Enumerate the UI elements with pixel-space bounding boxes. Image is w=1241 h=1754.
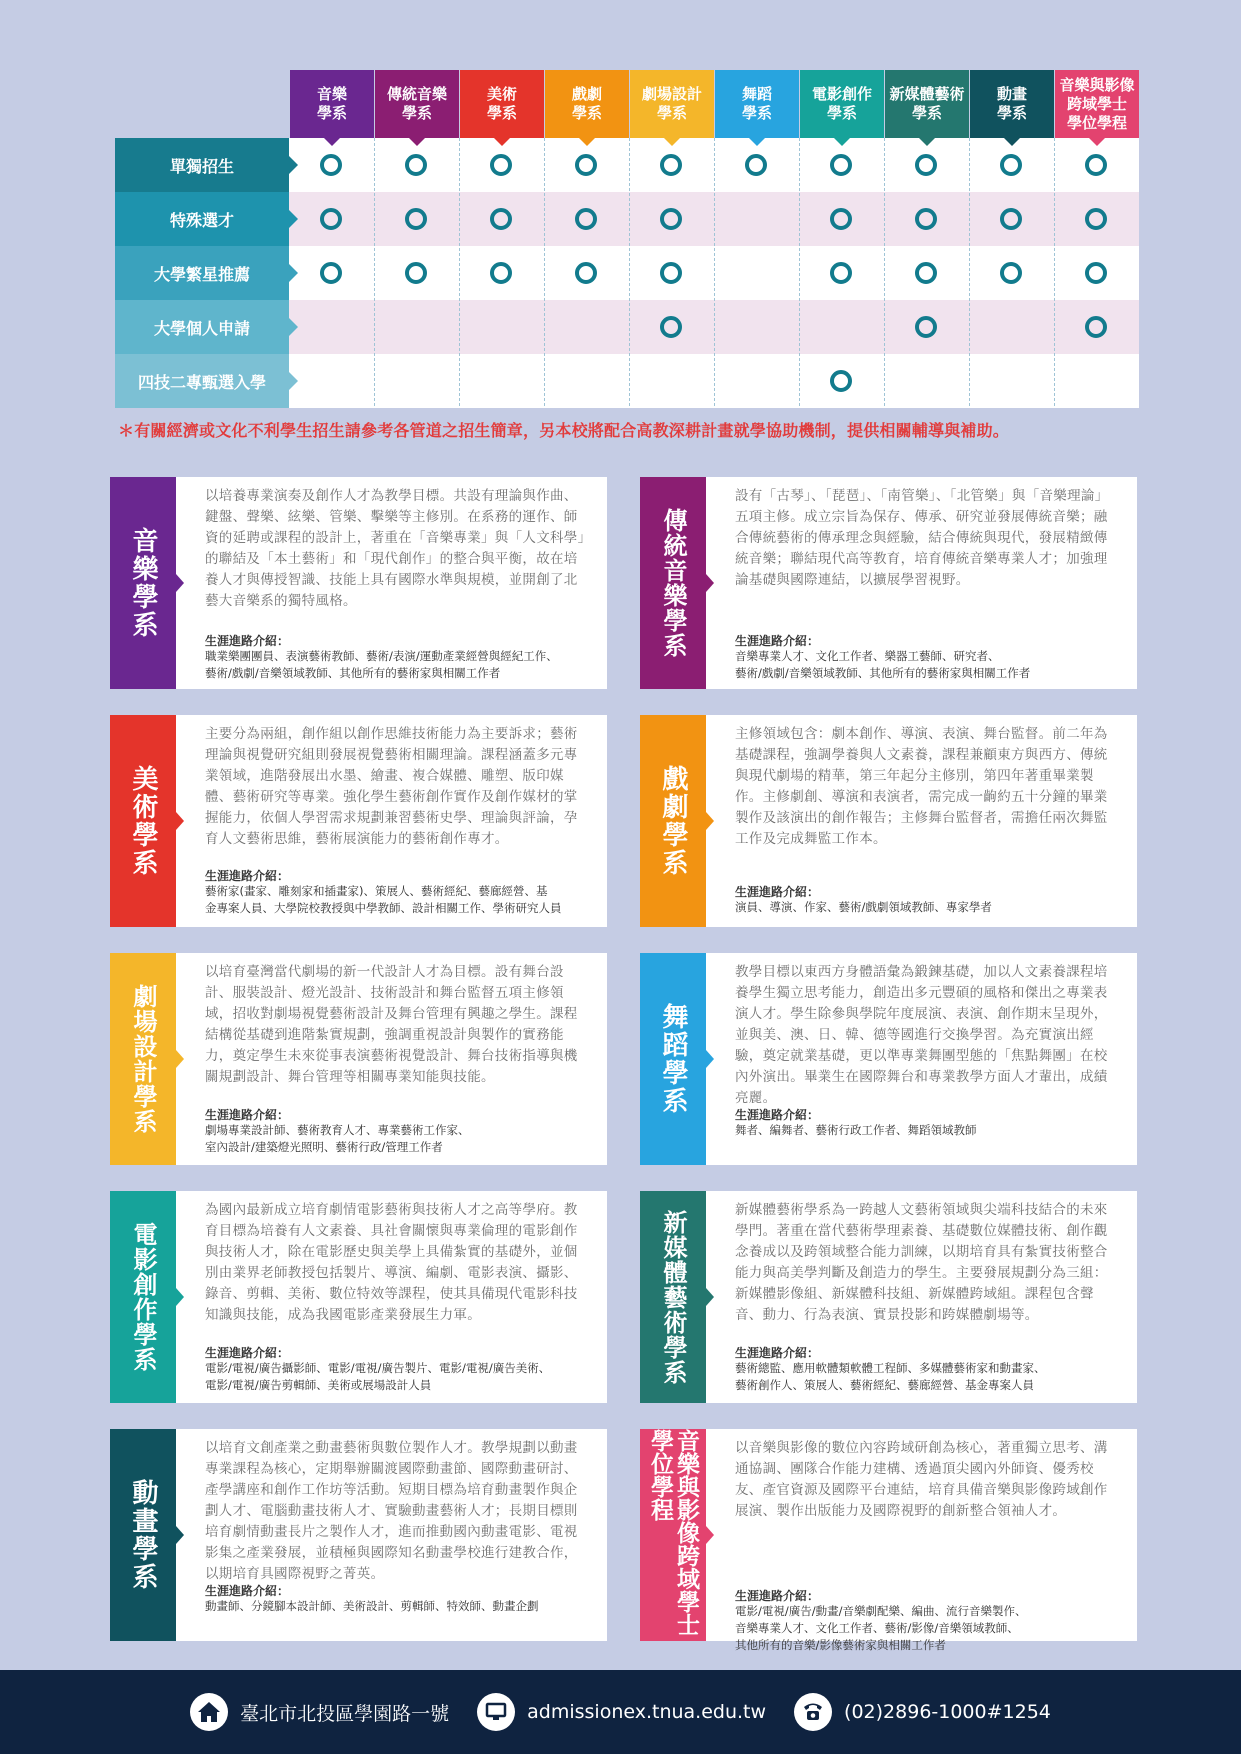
department-card	[640, 953, 1137, 1165]
available-mark	[320, 154, 342, 176]
career-paths: 演員、導演、作家、藝術/戲劇領域教師、專家學者	[735, 900, 992, 914]
department-card	[110, 953, 607, 1165]
available-mark	[830, 154, 852, 176]
department-name: 動畫學系	[128, 1479, 158, 1591]
column-header-8: 新媒體藝術 學系	[885, 70, 969, 138]
row-header-1: 單獨招生	[115, 138, 289, 192]
column-divider	[714, 138, 715, 406]
home-icon	[190, 1693, 228, 1731]
available-mark	[1085, 262, 1107, 284]
career-paths: 電影/電視/廣告攝影師、電影/電視/廣告製片、電影/電視/廣告美術、 電影/電視/廣告剪輯師、美術或展場設計人員	[205, 1361, 551, 1392]
department-name: 音樂學系	[128, 527, 158, 639]
column-header-1: 音樂 學系	[290, 70, 374, 138]
career-heading: 生涯進路介紹：	[735, 1108, 820, 1122]
department-tab	[110, 1191, 176, 1403]
available-mark	[575, 154, 597, 176]
department-card	[640, 477, 1137, 689]
available-mark	[320, 262, 342, 284]
available-mark	[830, 370, 852, 392]
department-description: 主修領域包含：劇本創作、導演、表演、舞台監督。前二年為基礎課程，強調學養與人文素養，課程兼顧東方與西方、傳統與現代劇場的精華，第三年起分主修別，第四年著重畢業製作。主修劇創、導演和表演者，需完成一齣約五十分鐘的畢業製作及該演出的創作報告；主修舞台監督者，需擔任兩次舞監工作及完成舞監工作本。	[735, 726, 1108, 847]
available-mark	[915, 262, 937, 284]
column-header-5: 劇場設計 學系	[630, 70, 714, 138]
department-card	[110, 1191, 607, 1403]
career-paths: 電影/電視/廣告/動畫/音樂劇配樂、編曲、流行音樂製作、 音樂專業人才、文化工作者、藝術/影像/音樂領域教師、 其他所有的音樂/影像藝術家與相關工作者	[735, 1604, 1027, 1652]
column-header-6: 舞蹈 學系	[715, 70, 799, 138]
available-mark	[830, 262, 852, 284]
department-description: 以培育文創產業之動畫藝術與數位製作人才。教學規劃以動畫專業課程為核心，定期舉辦關渡國際動畫節、國際動畫研討、產學講座和創作工作坊等活動。短期目標為培育動畫製作與企劃人才、電腦動畫技術人才、實驗動畫藝術人才；長期目標則培育劇情動畫長片之製作人才，進而推動國內動畫電影、電視影集之產業發展，並積極與國際知名動畫學校進行建教合作，以期培育具國際視野之菁英。	[205, 1440, 578, 1582]
career-heading: 生涯進路介紹：	[735, 1589, 820, 1603]
column-divider	[884, 138, 885, 406]
career-heading: 生涯進路介紹：	[205, 1584, 290, 1598]
department-name: 劇場設計學系	[129, 984, 157, 1134]
column-header-9: 動畫 學系	[970, 70, 1054, 138]
available-mark	[660, 316, 682, 338]
available-mark	[575, 208, 597, 230]
available-mark	[405, 208, 427, 230]
column-divider	[544, 138, 545, 406]
available-mark	[575, 262, 597, 284]
column-divider	[799, 138, 800, 406]
department-name: 舞蹈學系	[658, 1003, 688, 1115]
website-link[interactable]: admissionex.tnua.edu.tw	[527, 1701, 767, 1723]
row-header-4: 大學個人申請	[115, 300, 289, 354]
career-heading: 生涯進路介紹：	[735, 1346, 820, 1360]
career-paths: 藝術家(畫家、雕刻家和插畫家)、策展人、藝術經紀、藝廊經營、基 金專案人員、大學院校教授與中學教師、設計相關工作、學術研究人員	[205, 884, 562, 915]
department-description: 設有「古琴」、「琵琶」、「南管樂」、「北管樂」與「音樂理論」五項主修。成立宗旨為保存、傳承、研究並發展傳統音樂；融合傳統藝術的傳承理念與經驗，結合傳統與現代，發展精緻傳統音樂；聯結現代高等教育，培育傳統音樂專業人才；加強理論基礎與國際連結，以擴展學習視野。	[735, 488, 1109, 588]
available-mark	[1085, 208, 1107, 230]
career-paths: 劇場專業設計師、藝術教育人才、專業藝術工作家、 室內設計/建築燈光照明、藝術行政/管理工作者	[205, 1123, 470, 1154]
career-paths: 音樂專業人才、文化工作者、樂器工藝師、研究者、 藝術/戲劇/音樂領域教師、其他所有的藝術家與相關工作者	[735, 649, 1031, 680]
career-paths: 職業樂團團員、表演藝術教師、藝術/表演/運動產業經營與經紀工作、 藝術/戲劇/音樂領域教師、其他所有的藝術家與相關工作者	[205, 649, 558, 680]
career-paths: 動畫師、分鏡腳本設計師、美術設計、剪輯師、特效師、動畫企劃	[205, 1599, 539, 1613]
department-name: 戲劇學系	[658, 765, 688, 877]
available-mark	[915, 154, 937, 176]
available-mark	[490, 208, 512, 230]
address-text: 臺北市北投區學園路一號	[240, 1702, 450, 1725]
available-mark	[745, 154, 767, 176]
available-mark	[660, 154, 682, 176]
column-header-3: 美術 學系	[460, 70, 544, 138]
department-tab	[640, 1429, 706, 1641]
department-description: 以培育臺灣當代劇場的新一代設計人才為目標。設有舞台設計、服裝設計、燈光設計、技術設計和舞台監督五項主修領域，招收對劇場視覺藝術設計及舞台管理有興趣之學生。課程結構從基礎到進階紮實規劃，強調重視設計與製作的實務能力，奠定學生未來從事表演藝術視覺設計、舞台技術指導與機關規劃設計、舞台管理等相關專業知能與技能。	[205, 964, 578, 1085]
department-card	[640, 1429, 1137, 1652]
department-card	[640, 715, 1137, 927]
available-mark	[490, 262, 512, 284]
department-name: 傳統音樂學系	[659, 508, 687, 658]
career-heading: 生涯進路介紹：	[205, 1108, 290, 1122]
department-description: 以培養專業演奏及創作人才為教學目標。共設有理論與作曲、鍵盤、聲樂、絃樂、管樂、擊樂等主修別。在系務的運作、師資的延聘或課程的設計上，著重在「音樂專業」與「人文科學」的聯結及「本土藝術」和「現代創作」的整合與平衡，故在培養人才與傳授智識、技能上具有國際水準與規模，並開創了北藝大音樂系的獨特風格。	[205, 488, 585, 609]
available-mark	[1000, 154, 1022, 176]
available-mark	[405, 262, 427, 284]
career-heading: 生涯進路介紹：	[735, 634, 820, 648]
column-divider	[1054, 138, 1055, 406]
available-mark	[1000, 208, 1022, 230]
footer-website[interactable]	[477, 1693, 766, 1731]
department-description: 以音樂與影像的數位內容跨域研創為核心，著重獨立思考、溝通協調、團隊合作能力建構、透過頂尖國內外師資、優秀校友、產官資源及國際平台連結，培育具備音樂與影像跨域創作展演、製作出版能力及國際視野的創新整合領袖人才。	[735, 1440, 1108, 1519]
career-paths: 藝術總監、應用軟體類軟體工程師、多媒體藝術家和動畫家、 藝術創作人、策展人、藝術經紀、藝廊經營、基金專案人員	[735, 1361, 1046, 1392]
available-mark	[1085, 154, 1107, 176]
column-header-7: 電影創作 學系	[800, 70, 884, 138]
available-mark	[915, 208, 937, 230]
career-heading: 生涯進路介紹：	[735, 885, 820, 899]
phone-icon	[794, 1693, 832, 1731]
column-divider	[459, 138, 460, 406]
available-mark	[1000, 262, 1022, 284]
row-header-2: 特殊選才	[115, 192, 289, 246]
career-heading: 生涯進路介紹：	[205, 634, 290, 648]
department-description: 主要分為兩組，創作組以創作思維技術能力為主要訴求；藝術理論與視覺研究組則發展視覺藝術相關理論。課程涵蓋多元專業領域，進階發展出水墨、繪畫、複合媒體、雕塑、版印媒體、藝術研究等專業。強化學生藝術創作實作及創作媒材的掌握能力，依個人學習需求規劃兼習藝術史學、理論與評論，孕育人文藝術思維，藝術展演能力的藝術創作專才。	[205, 726, 578, 847]
department-card	[110, 1429, 607, 1641]
department-description: 新媒體藝術學系為一跨越人文藝術領域與尖端科技結合的未來學門。著重在當代藝術學理素養、基礎數位媒體技術、創作觀念養成以及跨領域整合能力訓練，以期培育具有紮實技術整合能力與高美學判斷及創造力的學生。主要發展規劃分為三組：新媒體影像組、新媒體科技組、新媒體跨域組。課程包含聲音、動力、行為表演、實景投影和跨媒體劇場等。	[735, 1202, 1108, 1323]
department-tab	[110, 953, 176, 1165]
department-tab	[640, 1191, 706, 1403]
department-card	[110, 477, 607, 689]
admission-matrix	[0, 0, 1241, 410]
department-tab	[640, 477, 706, 689]
column-header-4: 戲劇 學系	[545, 70, 629, 138]
department-name: 新媒體藝術學系	[659, 1209, 687, 1385]
department-tab	[640, 953, 706, 1165]
column-divider	[629, 138, 630, 406]
career-paths: 舞者、編舞者、藝術行政工作者、舞蹈領域教師	[735, 1123, 977, 1137]
column-header-10: 音樂與影像 跨域學士 學位學程	[1055, 70, 1139, 138]
department-tab	[640, 715, 706, 927]
computer-icon	[477, 1693, 515, 1731]
available-mark	[915, 316, 937, 338]
available-mark	[490, 154, 512, 176]
row-header-5: 四技二專甄選入學	[115, 354, 289, 408]
column-divider	[969, 138, 970, 406]
available-mark	[830, 208, 852, 230]
available-mark	[320, 208, 342, 230]
available-mark	[1085, 316, 1107, 338]
department-name: 音樂與影像跨域學士學位學程	[647, 1429, 699, 1636]
column-divider	[374, 138, 375, 406]
available-mark	[405, 154, 427, 176]
footer-phone	[794, 1693, 1051, 1731]
career-heading: 生涯進路介紹：	[205, 869, 290, 883]
footer-address	[190, 1693, 449, 1731]
department-name: 電影創作學系	[129, 1222, 157, 1372]
footer-bar	[0, 1670, 1241, 1754]
department-description: 教學目標以東西方身體語彙為鍛鍊基礎，加以人文素養課程培養學生獨立思考能力，創造出多元豐碩的風格和傑出之專業表演人才。學生除參與學院年度展演、表演、創作期末呈現外，並與美、澳、日、韓、德等國進行交換學習。為充實演出經驗，奠定就業基礎，更以準專業舞團型態的「焦點舞團」在校內外演出。畢業生在國際舞台和專業教學方面人才輩出，成績亮麗。	[735, 964, 1108, 1106]
department-tab	[110, 715, 176, 927]
available-mark	[660, 208, 682, 230]
department-tab	[110, 1429, 176, 1641]
available-mark	[660, 262, 682, 284]
department-card	[110, 715, 607, 927]
department-description: 為國內最新成立培育劇情電影藝術與技術人才之高等學府。教育目標為培養有人文素養、具社會關懷與專業倫理的電影創作與技術人才，除在電影歷史與美學上具備紮實的基礎外，並個別由業界老師教授包括製片、導演、編劇、電影表演、攝影、錄音、剪輯、美術、數位特效等課程，使其具備現代電影科技知識與技能，成為我國電影產業發展生力軍。	[205, 1202, 578, 1323]
career-heading: 生涯進路介紹：	[205, 1346, 290, 1360]
admission-note: ＊有關經濟或文化不利學生招生請參考各管道之招生簡章，另本校將配合高教深耕計畫就學協助機制，提供相關輔導與補助。	[118, 421, 1010, 440]
phone-text: (02)2896-1000#1254	[844, 1701, 1051, 1723]
department-tab	[110, 477, 176, 689]
column-header-2: 傳統音樂 學系	[375, 70, 459, 138]
row-header-3: 大學繁星推薦	[115, 246, 289, 300]
department-name: 美術學系	[128, 765, 158, 877]
department-card	[640, 1191, 1137, 1403]
